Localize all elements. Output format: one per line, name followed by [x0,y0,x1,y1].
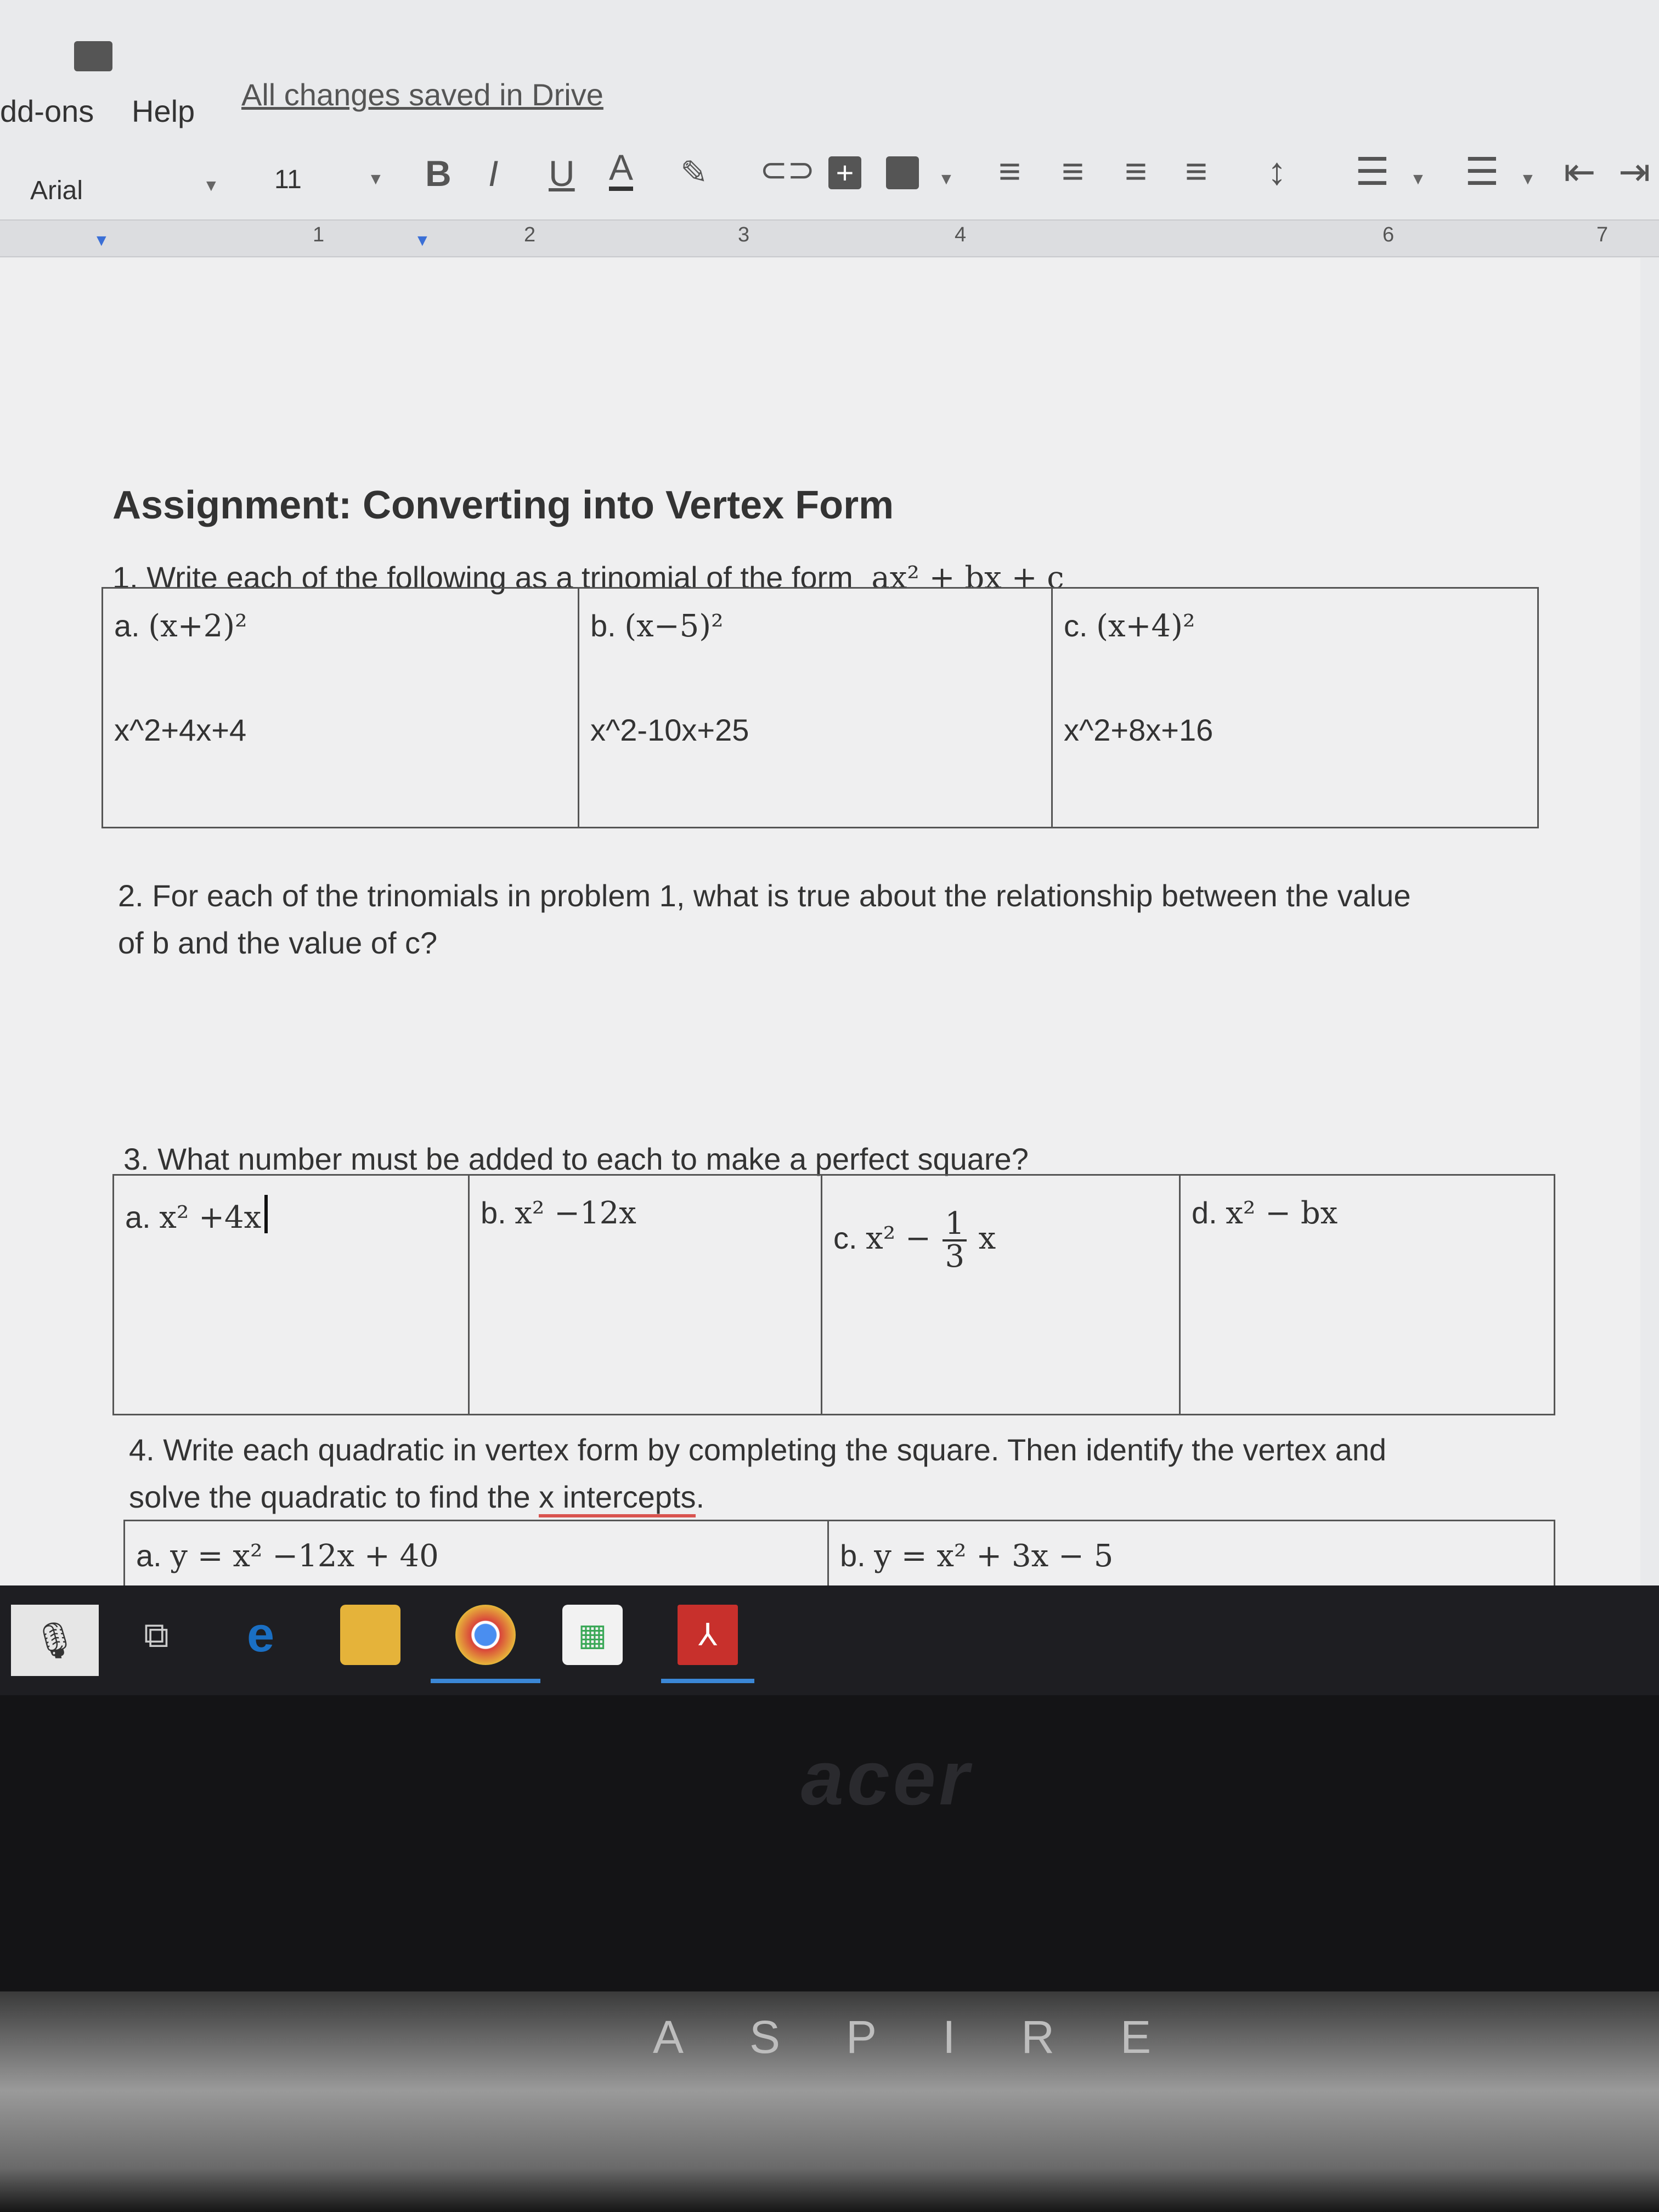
insert-image-icon[interactable] [886,156,919,189]
question-2-prompt: 2. For each of the trinomials in problem 1, what is true about the relationship between the value of b and the value of c? [118,878,1411,960]
question-1-prompt: 1. Write each of the following as a trinomial of the form ax² + bx + c [112,560,1064,596]
chrome-active-indicator [431,1679,540,1683]
fraction: $\frac{1}{3}$ [943,1209,967,1272]
q4-cell-b[interactable] [828,1521,1555,1586]
bulleted-list-icon[interactable]: ☰ [1465,150,1499,193]
increase-indent-icon[interactable]: ⇥ [1618,150,1651,193]
underline-button[interactable]: U [549,153,575,194]
cell-label: b. (x−5)² [590,608,724,644]
text-color-button[interactable]: A [609,148,633,191]
cell-label: c. (x+4)² [1064,608,1195,644]
ruler-mark: 3 [738,223,750,246]
cell-label: a. x² +4x [125,1195,268,1235]
cell-label: b. x² −12x [481,1195,636,1231]
acrobat-active-indicator [661,1679,754,1683]
store-icon[interactable]: ▦ [562,1605,623,1665]
numbered-list-dropdown-icon[interactable]: ▼ [1410,170,1426,188]
answer-text[interactable]: x^2+8x+16 [1064,713,1214,747]
trinomial-form: ax² + bx + c [871,560,1064,596]
ruler-mark: 7 [1596,223,1609,246]
q1-cell-c[interactable] [1052,588,1538,828]
italic-button[interactable]: I [488,153,499,194]
image-dropdown-icon[interactable]: ▼ [938,170,955,188]
q3-cell-d[interactable] [1180,1175,1555,1415]
align-right-icon[interactable]: ≡ [1125,150,1147,193]
cell-label: c. x² − $\frac{1}{3}$ x [833,1206,996,1274]
left-indent-marker-icon[interactable]: ▼ [93,232,110,250]
answer-text[interactable]: x^2+4x+4 [114,713,247,747]
answer-text[interactable]: x^2-10x+25 [590,713,749,747]
highlight-icon[interactable]: ✎ [680,154,708,191]
font-size-select[interactable]: 11 [274,165,302,194]
save-status[interactable]: All changes saved in Drive [241,77,603,112]
q3-cell-b[interactable] [469,1175,822,1415]
menu-addons[interactable]: dd-ons [0,94,94,128]
line-spacing-icon[interactable]: ↕ [1267,150,1286,193]
q1-cell-a[interactable] [103,588,579,828]
document-page[interactable] [0,258,1640,1585]
cell-label: d. x² − bx [1192,1195,1338,1231]
microphone-icon[interactable]: 🎙 [11,1605,99,1676]
file-explorer-icon[interactable] [340,1605,400,1665]
q3-cell-a[interactable] [114,1175,469,1415]
edge-browser-icon[interactable]: e [246,1607,275,1662]
font-dropdown-icon[interactable]: ▼ [203,177,219,195]
question-3-table [112,1174,1555,1415]
insert-comment-icon[interactable]: + [828,156,861,189]
q3-cell-c[interactable] [822,1175,1180,1415]
chrome-browser-icon[interactable] [455,1605,516,1665]
taskbar [0,1585,1659,1695]
font-family-select[interactable]: Arial [30,176,83,205]
question-3-prompt: 3. What number must be added to each to make a perfect square? [123,1142,1029,1176]
decrease-indent-icon[interactable]: ⇤ [1564,150,1596,193]
q4-cell-a[interactable] [125,1521,828,1586]
ruler-mark: 4 [955,223,967,246]
q1-cell-b[interactable] [579,588,1052,828]
docs-folder-icon[interactable] [74,41,112,71]
link-icon[interactable]: ⊂⊃ [760,151,815,188]
question-4-prompt: 4. Write each quadratic in vertex form by completing the square. Then identify the vertex and solve the quadratic to find the x intercepts. [129,1426,1386,1521]
task-view-icon[interactable]: ⧉ [144,1615,169,1655]
size-dropdown-icon[interactable]: ▼ [368,170,384,188]
acrobat-reader-icon[interactable]: ⅄ [678,1605,738,1665]
spellcheck-word[interactable]: x intercepts [539,1480,696,1517]
question-4-table [123,1520,1555,1585]
document-title: Assignment: Converting into Vertex Form [112,483,894,527]
bulleted-list-dropdown-icon[interactable]: ▼ [1520,170,1536,188]
question-1-table [101,587,1539,828]
cell-label: b. y = x² + 3x − 5 [840,1538,1114,1574]
justify-icon[interactable]: ≡ [1185,150,1207,193]
numbered-list-icon[interactable]: ☰ [1355,150,1390,193]
cell-label: a. (x+2)² [114,608,247,644]
align-center-icon[interactable]: ≡ [1062,150,1084,193]
align-left-icon[interactable]: ≡ [998,150,1021,193]
text-cursor [264,1195,268,1233]
ruler-mark: 2 [524,223,536,246]
ruler-mark: 6 [1383,223,1395,246]
model-name: ASPIRE [653,2011,1217,2063]
ruler[interactable] [0,219,1659,257]
menu-help[interactable]: Help [132,94,195,128]
cell-label: a. y = x² −12x + 40 [136,1538,439,1574]
brand-logo: acer [801,1735,973,1821]
ruler-mark: 1 [313,223,325,246]
first-line-indent-marker-icon[interactable]: ▼ [414,232,431,250]
bold-button[interactable]: B [425,153,452,194]
